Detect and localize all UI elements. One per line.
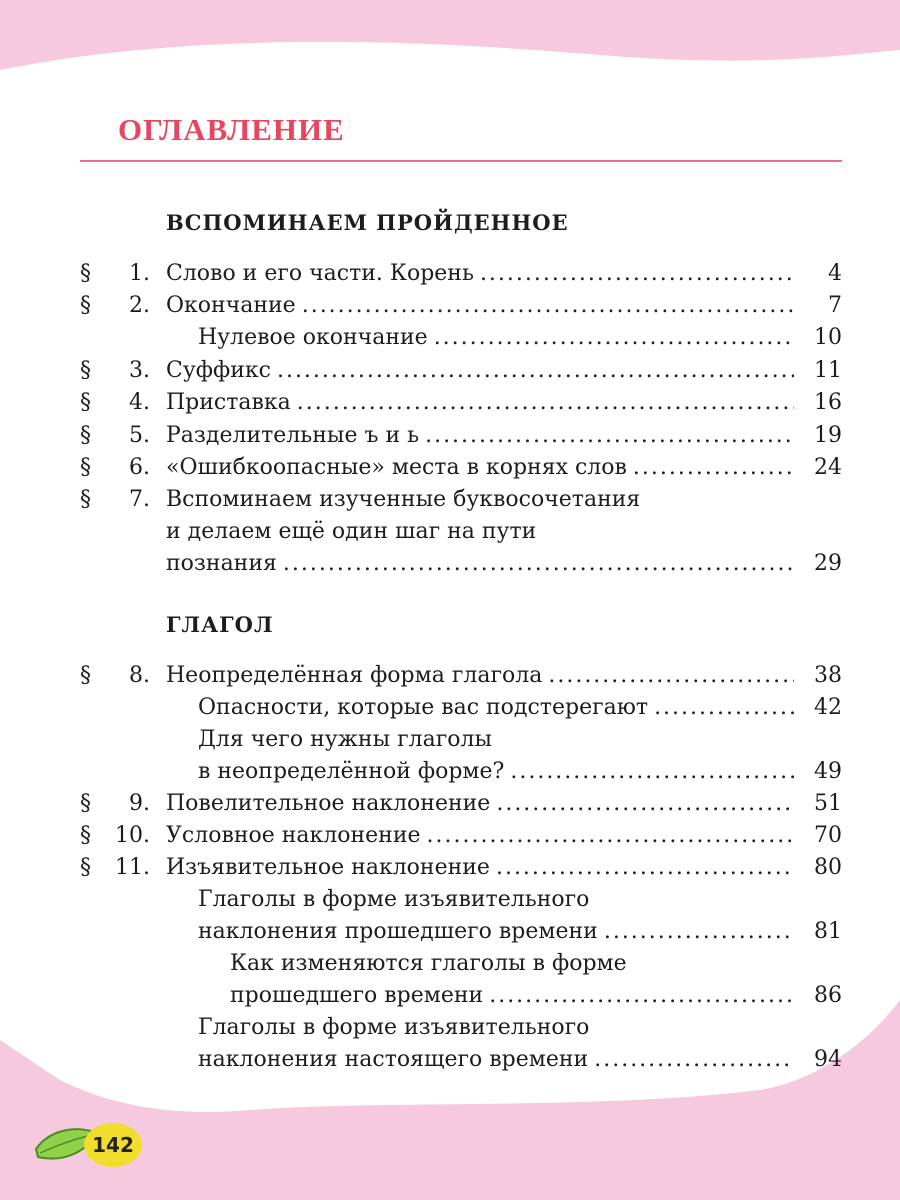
entry-title: Слово и его части. Корень xyxy=(166,261,474,286)
entry-page: 10 xyxy=(814,325,842,350)
entry-page: 51 xyxy=(814,791,842,816)
entry-number: 4. xyxy=(129,390,150,415)
entry-number: 10. xyxy=(115,823,150,848)
title-divider xyxy=(80,160,842,162)
entry-title-continued: наклонения настоящего времени xyxy=(198,1047,589,1072)
entry-title-continued: прошедшего времени xyxy=(230,983,484,1008)
entry-page: 16 xyxy=(814,390,842,415)
entry-title: Глаголы в форме изъявительного xyxy=(198,1015,590,1040)
entry-page: 11 xyxy=(814,358,842,383)
entry-title-continued: познания xyxy=(166,551,277,576)
entry-number: 9. xyxy=(129,791,150,816)
page-number: 142 xyxy=(84,1123,142,1167)
paragraph-sign: § xyxy=(80,293,91,318)
entry-title: Опасности, которые вас подстерегают xyxy=(198,695,649,720)
section-heading-review: ВСПОМИНАЕМ ПРОЙДЕННОЕ xyxy=(166,210,569,235)
paragraph-sign: § xyxy=(80,423,91,448)
paragraph-sign: § xyxy=(80,358,91,383)
entry-title: Разделительные ъ и ь xyxy=(166,423,420,448)
paragraph-sign: § xyxy=(80,261,91,286)
entry-page: 38 xyxy=(814,663,842,688)
paragraph-sign: § xyxy=(80,663,91,688)
entry-title: Повелительное наклонение xyxy=(166,791,491,816)
entry-page: 29 xyxy=(814,551,842,576)
entry-number: 6. xyxy=(129,455,150,480)
page-title: ОГЛАВЛЕНИЕ xyxy=(118,112,345,147)
entry-title: Вспоминаем изученные буквосочетания xyxy=(166,487,641,512)
entry-number: 8. xyxy=(129,663,150,688)
entry-title: Глаголы в форме изъявительного xyxy=(198,887,590,912)
entry-title: «Ошибкоопасные» места в корнях слов xyxy=(166,455,627,480)
entry-number: 5. xyxy=(129,423,150,448)
paragraph-sign: § xyxy=(80,455,91,480)
entry-title: Приставка xyxy=(166,390,291,415)
entry-number: 11. xyxy=(115,855,150,880)
entry-page: 70 xyxy=(814,823,842,848)
entry-title: Нулевое окончание xyxy=(198,325,428,350)
entry-title: Для чего нужны глаголы xyxy=(198,727,492,752)
entry-number: 3. xyxy=(129,358,150,383)
entry-number: 1. xyxy=(129,261,150,286)
section-heading-verb: ГЛАГОЛ xyxy=(166,612,274,637)
entry-title: Неопределённая форма глагола xyxy=(166,663,543,688)
entry-title-continued: и делаем ещё один шаг на пути xyxy=(166,519,537,544)
paragraph-sign: § xyxy=(80,823,91,848)
entry-number: 7. xyxy=(129,487,150,512)
entry-title-continued: наклонения прошедшего времени xyxy=(198,919,598,944)
entry-page: 42 xyxy=(814,695,842,720)
entry-page: 94 xyxy=(814,1047,842,1072)
entry-number: 2. xyxy=(129,293,150,318)
entry-title: Окончание xyxy=(166,293,296,318)
paragraph-sign: § xyxy=(80,791,91,816)
entry-page: 81 xyxy=(814,919,842,944)
entry-title: Условное наклонение xyxy=(166,823,421,848)
entry-title: Как изменяются глаголы в форме xyxy=(230,951,627,976)
entry-page: 24 xyxy=(814,455,842,480)
entry-page: 4 xyxy=(828,261,842,286)
entry-title-continued: в неопределённой форме? xyxy=(198,759,505,784)
entry-page: 49 xyxy=(814,759,842,784)
entry-title: Суффикс xyxy=(166,358,271,383)
entry-title: Изъявительное наклонение xyxy=(166,855,490,880)
entry-page: 86 xyxy=(814,983,842,1008)
paragraph-sign: § xyxy=(80,855,91,880)
entry-page: 80 xyxy=(814,855,842,880)
paragraph-sign: § xyxy=(80,487,91,512)
paragraph-sign: § xyxy=(80,390,91,415)
entry-page: 19 xyxy=(814,423,842,448)
entry-page: 7 xyxy=(828,293,842,318)
